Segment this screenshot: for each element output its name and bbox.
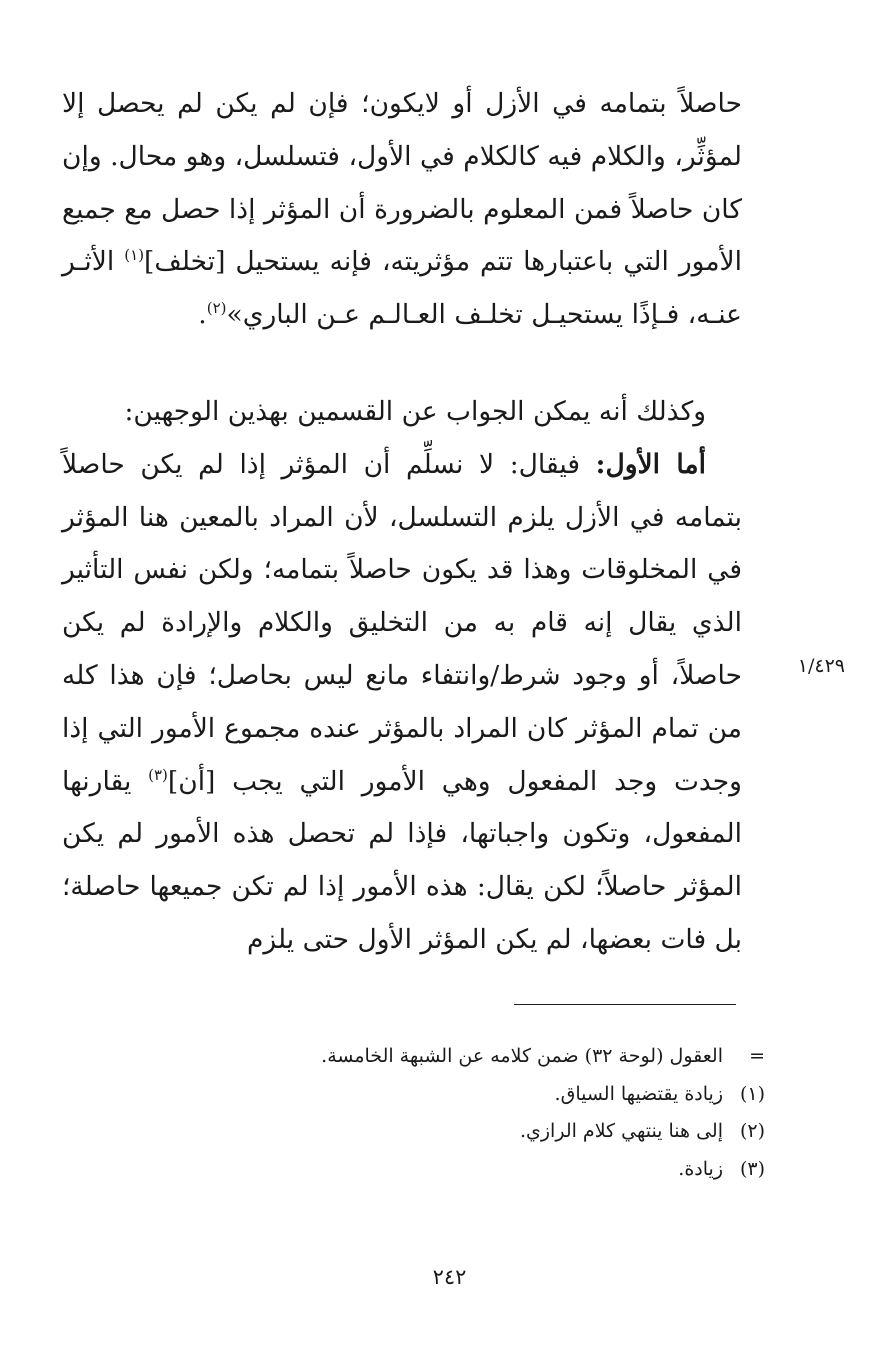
paragraph-text: فيقال: لا نسلِّم أن المؤثر إذا لم يكن حاصلاً بتمامه في الأزل يلزم التسلسل، لأن المراد بالمعين هنا المؤثر في المخلوقات وهذا قد يكون حاصلاً بتمامه؛ ولكن نفس التأثير الذي يقال إنه قام به من التخليق والكلام والإرادة لم يكن حاصلاً، أو وجود شرط/وانتفاء مانع ليس بحاصل؛ فإن هذا كله من تمام المؤثر كان المراد بالمؤثر عنده مجموع الأمور التي إذا وجدت وجد المفعول وهي الأمور التي يجب [أن] [62,448,742,797]
footnote-text: إلى هنا ينتهي كلام الرازي. [519,1120,723,1142]
paragraph-two-answers: وكذلك أنه يمكن الجواب عن القسمين بهذين الوجهين: [124,396,706,427]
paragraph-text: حاصلاً بتمامه في الأزل أو لايكون؛ فإن لم يكن لم يحصل إلا لمؤثِّر، والكلام فيه كالكلام في الأول، فتسلسل، وهو محال. وإن كان حاصلاً فمن المعلوم بالضرورة أن المؤثر إذا حصل مع جميع الأمور التي باعتبارها تتم مؤثريته، فإنه يستحيل [تخلف] [62,88,742,278]
footnote-text: زيادة يقتضيها السياق. [554,1082,723,1105]
footnote-ref-3: (٣) [148,765,168,784]
footnote-item [230,1038,765,1076]
footnote-text: العقول (لوحة ٣٢) ضمن كلامه عن الشبهة الخامسة. [321,1045,723,1067]
footnote-ref-1: (١) [124,246,145,265]
footnote-item [230,1113,765,1151]
paragraph-text: يقارنها المفعول، وتكون واجباتها، فإذا لم تحصل هذه الأمور لم يكن المؤثر حاصلاً؛ لكن يقال: هذه الأمور إذا لم تكن جميعها حاصلة؛ بل فات بعضها، لم يكن المؤثر الأول حتى يلزم [62,765,742,955]
footnote-text: زيادة. [678,1157,723,1180]
footnote-mark: (١) [739,1082,765,1105]
footnote-ref-2: (٢) [206,299,227,318]
footnotes [230,1038,765,1188]
margin-page-reference: ١/٤٢٩ [797,655,845,677]
paragraph-text: الأثـر عنـه، فـإذًا يستحيـل تخلـف العـالـم عـن الباري» [62,246,742,331]
main-text-block-bottom [62,386,742,967]
paragraph-first-answer [62,439,742,967]
footnote-divider [514,1004,736,1005]
footnote-item [230,1076,765,1114]
footnote-mark: = [749,1045,765,1067]
main-text-block-top [62,78,742,342]
paragraph-text: . [198,299,207,331]
footnote-mark: (٣) [739,1157,765,1180]
footnote-item [230,1151,765,1189]
footnote-mark: (٢) [739,1120,765,1142]
page-number: ٢٤٢ [432,1265,467,1289]
paragraph-quote-continuation [62,78,742,342]
paragraph-lead-heading: أما الأول: [595,448,706,480]
